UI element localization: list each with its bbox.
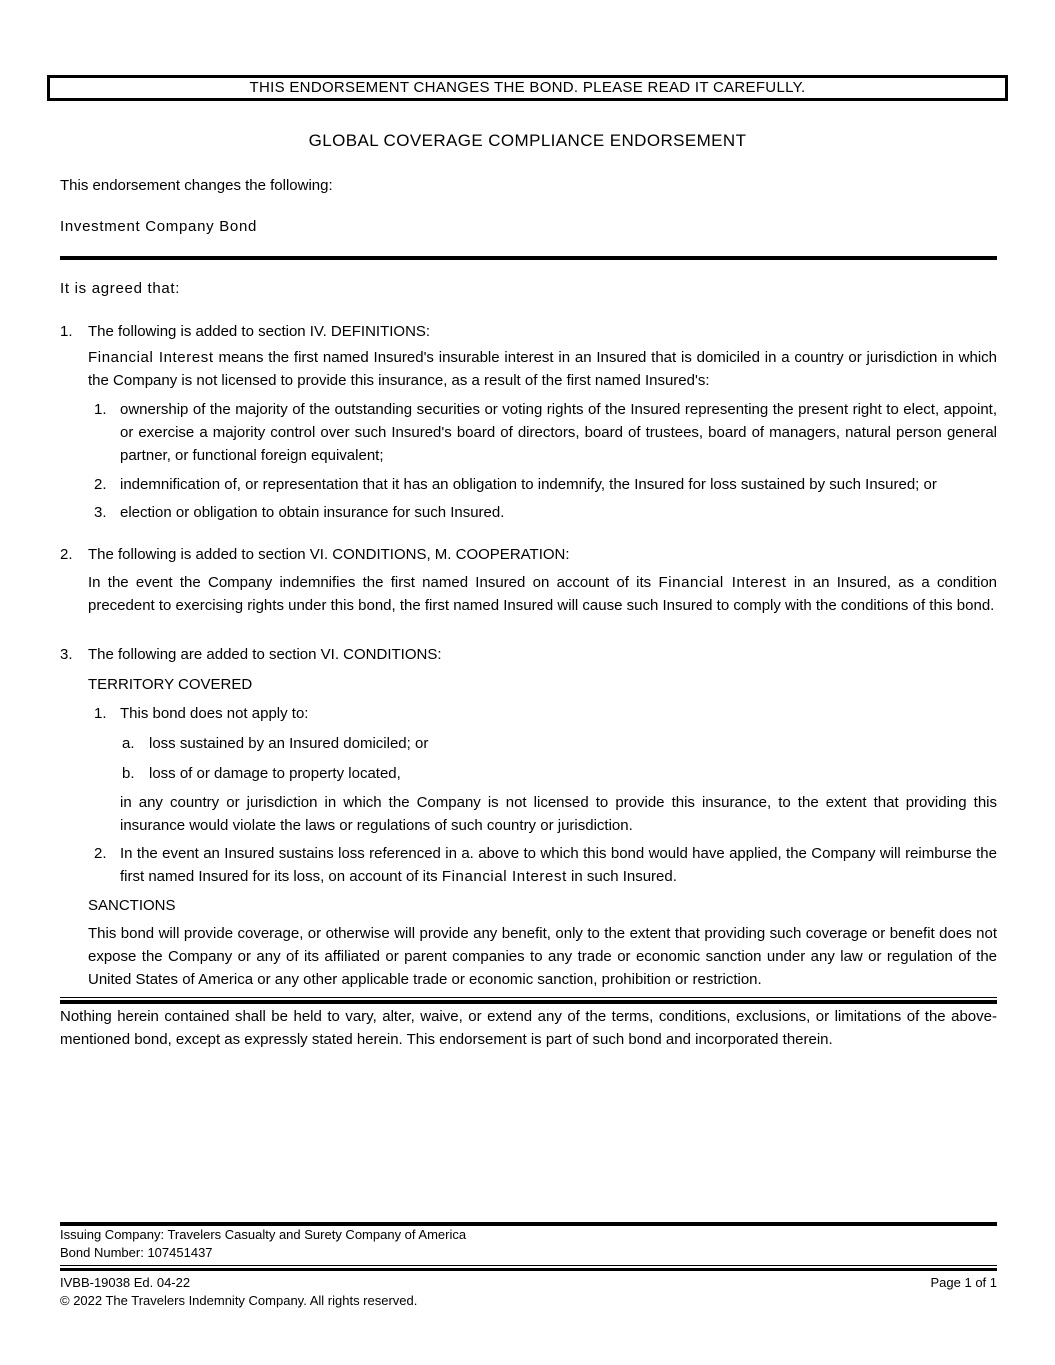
- list-item-text: loss of or damage to property located,: [149, 765, 401, 782]
- section-1-paragraph: [88, 346, 997, 392]
- document-title: GLOBAL COVERAGE COMPLIANCE ENDORSEMENT: [308, 131, 747, 150]
- section-2-paragraph: [88, 571, 997, 617]
- list-item: [122, 732, 997, 755]
- page-footer: [60, 1222, 997, 1310]
- form-number: IVBB-19038 Ed. 04-22: [60, 1275, 191, 1290]
- page-indicator: Page 1 of 1: [930, 1275, 997, 1290]
- section-1-heading: [60, 320, 997, 343]
- list-item-letter: a.: [122, 735, 135, 752]
- notice-text: THIS ENDORSEMENT CHANGES THE BOND. PLEASE READ IT CAREFULLY.: [249, 79, 806, 96]
- section-1-number: 1.: [60, 323, 73, 340]
- section-2-paragraph-text: In the event the Company indemnifies the first named Insured on account of its: [88, 574, 659, 591]
- list-item-text: indemnification of, or representation that it has an obligation to indemnify, the Insured for loss sustained by such Insured; or: [120, 476, 937, 493]
- list-item-text: ownership of the majority of the outstanding securities or voting rights of the Insured representing the present right to elect, appoint, or exercise a majority control over such Insured's board of directors, board of trustees, board of managers, natural person general partner, or functional foreign equivalent;: [120, 401, 997, 464]
- list-item: [94, 702, 997, 725]
- list-item-text: loss sustained by an Insured domiciled; or: [149, 735, 429, 752]
- territory-covered-heading: TERRITORY COVERED: [88, 676, 253, 693]
- agreement-lead: It is agreed that:: [60, 280, 181, 297]
- issuing-company-line: [60, 1226, 997, 1244]
- section-2-heading: [60, 543, 997, 566]
- list-item: [122, 762, 997, 785]
- list-item-text-part: In the event an Insured sustains loss referenced in a. above to which this bond would have applied, the Company will reimburse the first named Insured for its loss, on account of its: [120, 845, 997, 885]
- divider-thick-line: [60, 1000, 997, 1004]
- closing-paragraph: Nothing herein contained shall be held to vary, alter, waive, or extend any of the terms, conditions, exclusions, or limitations of the above-mentioned bond, except as expressly stated herein. This endorsement is part of such bond and incorporated therein.: [60, 1008, 997, 1048]
- notice-box: [47, 75, 1008, 101]
- section-3-title: The following are added to section VI. CONDITIONS:: [88, 646, 442, 663]
- list-item-text: election or obligation to obtain insurance for such Insured.: [120, 504, 505, 521]
- list-item: [94, 501, 997, 524]
- list-item-number: 1.: [94, 401, 107, 418]
- section-3-heading: [60, 643, 997, 666]
- document-body: [60, 174, 997, 1051]
- form-number-line: [60, 1274, 997, 1292]
- divider-rule-top: [60, 256, 997, 260]
- list-item-letter: b.: [122, 765, 135, 782]
- list-item-number: 1.: [94, 705, 107, 722]
- divider-rule-closing: [60, 997, 997, 1004]
- list-item-number: 2.: [94, 476, 107, 493]
- section-2-title: The following is added to section VI. CONDITIONS, M. COOPERATION:: [88, 546, 570, 563]
- changes-label: This endorsement changes the following:: [60, 177, 333, 194]
- list-item-text-part: in such Insured.: [566, 868, 677, 885]
- issuing-company-label: Issuing Company:: [60, 1227, 165, 1242]
- bond-number-label: Bond Number:: [60, 1245, 144, 1260]
- list-item-text: [120, 842, 997, 888]
- bond-type: Investment Company Bond: [60, 218, 258, 235]
- defined-term-financial-interest: Financial Interest: [441, 868, 567, 885]
- defined-term-financial-interest: Financial Interest: [88, 349, 214, 366]
- divider-thin-line: [60, 997, 997, 998]
- list-item-text: This bond does not apply to:: [120, 705, 309, 722]
- section-3-number: 3.: [60, 646, 73, 663]
- list-item-number: 3.: [94, 504, 107, 521]
- footer-rule-bottom: [60, 1265, 997, 1271]
- issuing-company-value: Travelers Casualty and Surety Company of America: [167, 1227, 467, 1242]
- section-2-number: 2.: [60, 546, 73, 563]
- defined-term-financial-interest: Financial Interest: [658, 574, 787, 591]
- list-item: [94, 842, 997, 888]
- list-item: [94, 473, 997, 496]
- section-1-paragraph-text: means the first named Insured's insurable interest in an Insured that is domiciled in a country or jurisdiction in which the Company is not licensed to provide this insurance, as a result of the first named Insured's:: [88, 349, 997, 389]
- list-item-number: 2.: [94, 845, 107, 862]
- sanctions-heading: SANCTIONS: [88, 897, 176, 914]
- copyright-line: © 2022 The Travelers Indemnity Company. All rights reserved.: [60, 1293, 418, 1308]
- footer-thin-line: [60, 1265, 997, 1266]
- territory-closing-paragraph: in any country or jurisdiction in which the Company is not licensed to provide this insurance, to the extent that providing this insurance would violate the laws or regulations of such country or jurisdiction.: [120, 794, 997, 834]
- section-1-title: The following is added to section IV. DEFINITIONS:: [88, 323, 431, 340]
- list-item: [94, 398, 997, 467]
- footer-thick-line: [60, 1268, 997, 1271]
- bond-number-value: 107451437: [147, 1245, 213, 1260]
- sanctions-paragraph: This bond will provide coverage, or otherwise will provide any benefit, only to the extent that providing such coverage or benefit does not expose the Company or any of its affiliated or parent companies to any trade or economic sanction under any law or regulation of the United States of America or any other applicable trade or economic sanction, prohibition or restriction.: [88, 925, 997, 988]
- bond-number-line: [60, 1244, 997, 1262]
- section-2-paragraph-text: in an Insured, as a condition precedent to exercising rights under this bond, the first named Insured will cause such Insured to comply with the conditions of this bond.: [88, 574, 997, 614]
